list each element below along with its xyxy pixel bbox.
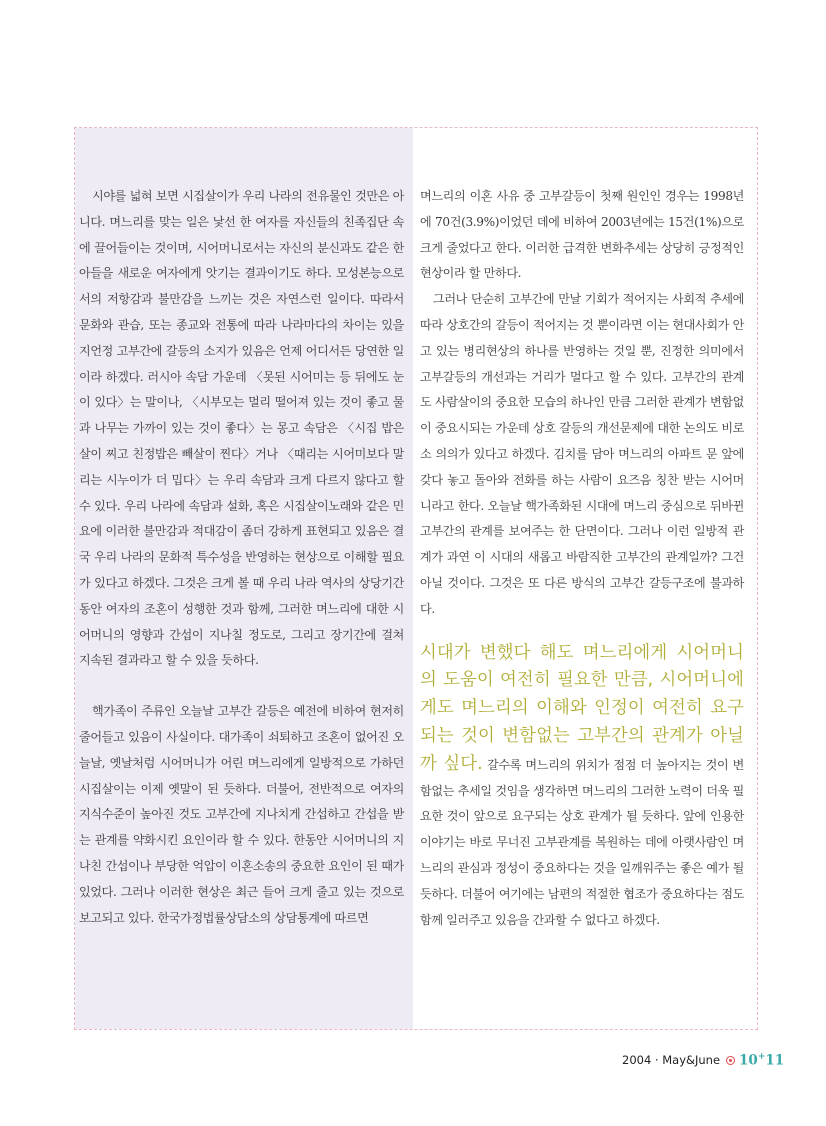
after-quote-text: 갈수록 며느리의 위치가 점점 더 높아지는 것이 변함없는 추세일 것임을 생각하면 며느리의 그러한 노력이 더욱 필요한 것이 앞으로 요구되는 상호 관계가 될 듯하다. 앞에 인용한 이야기는 바로 무너진 고부관계를 복원하는 데에 아랫사람인 며느리의 관심과 정성이 중요하다는 것을 일깨워주는 좋은 예가 될 듯하다. 더불어 여기에는 남편의 적절한 협조가 중요하다는 점도 함께 일러주고 있음을 간과할 수 없다고 하겠다. xyxy=(420,757,744,927)
right-column xyxy=(420,184,744,933)
right-paragraph-1: 며느리의 이혼 사유 중 고부갈등이 첫째 원인인 경우는 1998년에 70건(3.9%)이었던 데에 비하여 2003년에는 15건(1%)으로 크게 줄었다고 한다. 이러한 급격한 변화추세는 상당히 긍정적인 현상이라 할 만하다. xyxy=(420,189,744,281)
left-paragraph-1: 시야를 넓혀 보면 시집살이가 우리 나라의 전유물인 것만은 아니다. 며느리를 맞는 일은 낯선 한 여자를 자신들의 친족집단 속에 끌어들이는 것이며, 시어머니로서는 자신의 분신과도 같은 한 아들을 새로운 여자에게 앗기는 결과이기도 하다. 모성본능으로서의 저항감과 불만감을 느끼는 것은 자연스런 일이다. 따라서 문화와 관습, 또는 종교와 전통에 따라 나라마다의 차이는 있을지언정 고부간에 갈등의 소지가 있음은 언제 어디서든 당연한 일이라 하겠다. 러시아 속담 가운데 〈못된 시어미는 등 뒤에도 눈이 있다〉는 말이나, 〈시부모는 멀리 떨어져 있는 것이 좋고 물과 나무는 가까이 있는 것이 좋다〉는 몽고 속담은 〈시집 밥은 살이 찌고 친정밥은 빼살이 찐다〉거나 〈때리는 시어미보다 말리는 시누이가 더 밉다〉는 우리 속담과 크게 다르지 않다고 할 수 있다. 우리 나라에 속담과 설화, 혹은 시집살이노래와 같은 민요에 이러한 불만감과 적대감이 좀더 강하게 표현되고 있음은 결국 우리 나라의 문화적 특수성을 반영하는 현상으로 이해할 필요가 있다고 하겠다. 그것은 크게 볼 때 우리 나라 역사의 상당기간 동안 여자의 조혼이 성행한 것과 함께, 그러한 며느리에 대한 시어머니의 영향과 간섭이 지나칠 정도로, 그리고 장기간에 걸쳐 지속된 결과라고 할 수 있을 듯하다. xyxy=(79,189,404,668)
page-number xyxy=(739,1052,784,1069)
pull-quote-paragraph xyxy=(420,640,744,934)
page-number-start: 10 xyxy=(739,1052,758,1069)
pull-quote: 시대가 변했다 해도 며느리에게 시어머니의 도움이 여전히 필요한 만큼, 시어머니에게도 며느리의 이해와 인정이 여전히 요구되는 것이 변함없는 고부간의 관계가 아닐까 싶다. xyxy=(420,642,744,774)
left-paragraph-2: 핵가족이 주류인 오늘날 고부간 갈등은 예전에 비하여 현저히 줄어들고 있음이 사실이다. 대가족이 쇠퇴하고 조혼이 없어진 오늘날, 옛날처럼 시어머니가 어린 며느리에게 일방적으로 가하던 시집살이는 이제 옛말이 된 듯하다. 더불어, 전반적으로 여자의 지식수준이 높아진 것도 고부간에 지나치게 간섭하고 간섭을 받는 관계를 약화시킨 요인이라 할 수 있다. 한동안 시어머니의 지나친 간섭이나 부당한 억압이 이혼소송의 중요한 요인이 된 때가 있었다. 그러나 이러한 현상은 최근 들어 크게 줄고 있는 것으로 보고되고 있다. 한국가정법률상담소의 상담통계에 따르면 xyxy=(79,704,404,925)
issue-label: 2004 · May&June xyxy=(622,1053,721,1068)
page-footer xyxy=(622,1052,784,1069)
page-number-end: 11 xyxy=(765,1052,785,1069)
right-paragraph-2: 그러나 단순히 고부간에 만날 기회가 적어지는 사회적 추세에 따라 상호간의 갈등이 적어지는 것 뿐이라면 이는 현대사회가 안고 있는 병리현상의 하나를 반영하는 것일 뿐, 진정한 의미에서 고부갈등의 개선과는 거리가 멀다고 할 수 있다. 고부간의 관계도 사람살이의 중요한 모습의 하나인 만큼 그러한 관계가 변함없이 중요시되는 가운데 상호 갈등의 개선문제에 대한 논의도 비로소 의의가 있다고 하겠다. 김치를 담아 며느리의 아파트 문 앞에 갖다 놓고 돌아와 전화를 하는 사람이 요즈음 칭찬 받는 시어머니라고 한다. 오늘날 핵가족화된 시대에 며느리 중심으로 뒤바뀐 고부간의 관계를 보여주는 한 단면이다. 그러나 이런 일방적 관계가 과연 이 시대의 새롭고 바람직한 고부간의 관계일까? 그건 아닐 것이다. 그것은 또 다른 방식의 고부간 갈등구조에 불과하다. xyxy=(420,292,744,616)
left-column xyxy=(79,184,404,931)
page-number-plus: + xyxy=(757,1052,766,1062)
target-circle-icon xyxy=(726,1056,735,1065)
